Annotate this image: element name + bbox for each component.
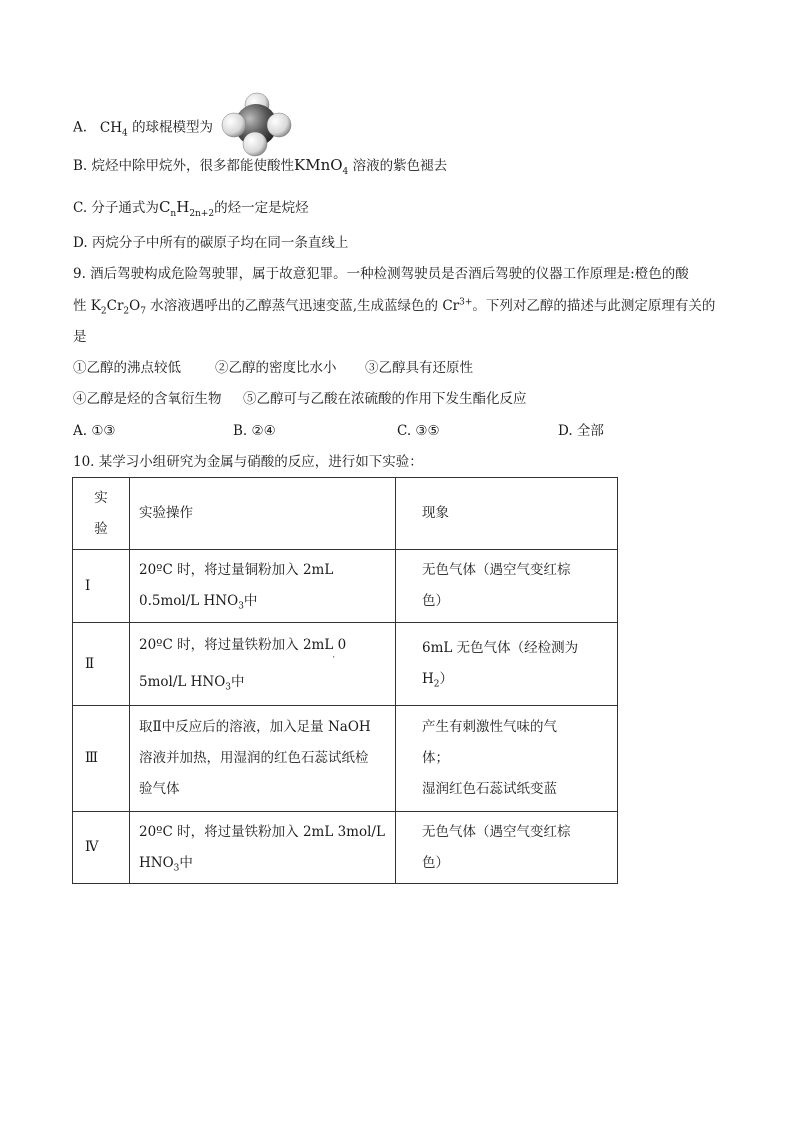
option-c-formula: $C_nH_{2n+2}$ (158, 198, 215, 219)
row-id: Ⅳ (73, 812, 130, 884)
table-header-row (73, 478, 618, 550)
methane-ball-and-stick-icon (219, 92, 295, 164)
row-phenomenon: 产生有刺激性气味的气 体； 湿润红色石蕊试纸变蓝 (396, 706, 618, 812)
statement-3: ③乙醇具有还原性 (365, 360, 473, 376)
option-b: B. 烷烃中除甲烷外，很多都能使酸性KMnO$_4$ 溶液的紫色褪去 (73, 156, 448, 177)
row-id: Ⅲ (73, 706, 130, 812)
row-operation: 20ºC 时，将过量铜粉加入 2mL 0.5mol/L $HNO_3$中 (130, 550, 396, 623)
choice-b: B. ②④ (233, 423, 276, 439)
row-phenomenon: 无色气体（遇空气变红棕 色） (396, 550, 618, 623)
choice-d: D. 全部 (558, 423, 604, 439)
q9-statements-row2 (73, 389, 527, 409)
table-row (73, 812, 618, 884)
q9-stem-line2: 性 $K_2Cr_2O_7$ 水溶液遇呼出的乙醇蒸气迅速变蓝,生成蓝绿色的 $Cr^{3+}$。下列对乙醇的描述与此测定原理有关的 (73, 297, 716, 317)
header-phenomenon: 现象 (396, 478, 618, 550)
table-row (73, 706, 618, 812)
row-phenomenon: 6mL 无色气体（经检测为 $H_2$） (396, 623, 618, 706)
q9-stem-line1: 9. 酒后驾驶构成危险驾驶罪，属于故意犯罪。一种检测驾驶员是否酒后驾驶的仪器工作原理是:橙色的酸 (73, 266, 689, 282)
statement-5: ⑤乙醇可与乙酸在浓硫酸的作用下发生酯化反应 (243, 391, 527, 407)
q9-choices (73, 421, 604, 441)
experiment-table (72, 477, 618, 884)
row-operation: 20ºC 时，将过量铁粉加入 2mL 0 5mol/L $HNO_3$中 (130, 623, 396, 706)
option-b-formula: KMnO$_4$ (294, 156, 349, 177)
statement-1: ①乙醇的沸点较低 (73, 360, 181, 376)
option-a-text: 的球棍模型为 (132, 119, 214, 136)
statement-4: ④乙醇是烃的含氧衍生物 (73, 391, 222, 407)
q9-statements-row1 (73, 358, 473, 378)
table-row (73, 623, 618, 706)
row-operation: 取Ⅱ中反应后的溶液，加入足量 NaOH 溶液并加热，用湿润的红色石蕊试纸检 验气体 (130, 706, 396, 812)
q10-intro: 10. 某学习小组研究为金属与硝酸的反应，进行如下实验： (73, 454, 423, 470)
statement-2: ②乙醇的密度比水小 (215, 360, 337, 376)
row-operation: 20ºC 时，将过量铁粉加入 2mL 3mol/L $HNO_3$中 (130, 812, 396, 884)
row-id: Ⅰ (73, 550, 130, 623)
option-a-prefix: A. (73, 119, 88, 136)
choice-c: C. ③⑤ (397, 423, 440, 439)
option-d: D. 丙烷分子中所有的碳原子均在同一条直线上 (73, 235, 349, 251)
table-row (73, 550, 618, 623)
q9-stem-line3: 是 (73, 329, 87, 345)
option-a-formula: $CH_4$ (99, 119, 128, 139)
option-a (73, 92, 295, 164)
header-experiment: 实 验 (73, 478, 130, 550)
header-operation: 实验操作 (130, 478, 396, 550)
choice-a: A. ①③ (73, 423, 116, 439)
row-phenomenon: 无色气体（遇空气变红棕 色） (396, 812, 618, 884)
option-c: C. 分子通式为$C_nH_{2n+2}$的烃一定是烷烃 (73, 198, 309, 219)
row-id: Ⅱ (73, 623, 130, 706)
